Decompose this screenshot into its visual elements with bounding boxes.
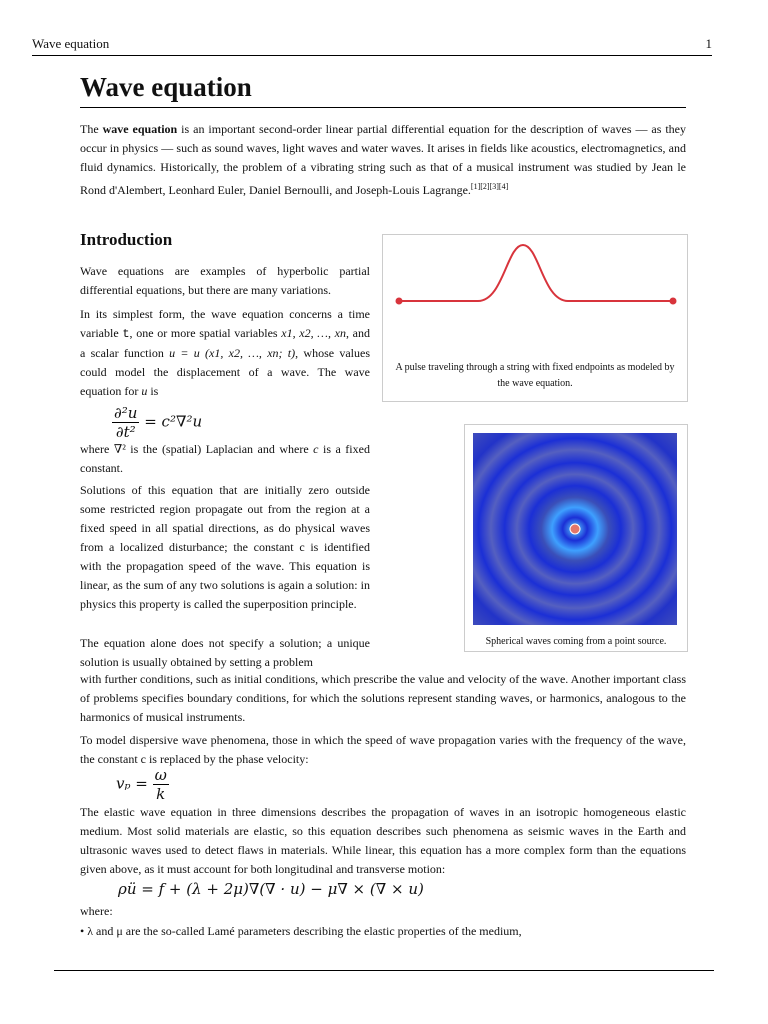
list-item: • λ and μ are the so-called Lamé parameters describing the elastic properties of the medium,	[80, 924, 522, 938]
endpoint-right	[670, 298, 677, 305]
page-title: Wave equation	[80, 72, 686, 108]
pulse-caption: A pulse traveling through a string with fixed endpoints as modeled by the wave equation.	[395, 362, 675, 389]
elastic-wave-equation: ρü = f + (λ + 2μ)∇(∇ · u) − μ∇ × (∇ × u)	[118, 880, 424, 898]
pulse-plot	[383, 235, 687, 355]
pulse-curve	[399, 245, 673, 301]
spherical-caption: Spherical waves coming from a point source.	[485, 636, 667, 647]
header-title: Wave equation	[32, 36, 110, 51]
section-heading-introduction: Introduction	[80, 230, 173, 249]
intro-paragraph-5a: The equation alone does not specify a solution; a unique solution is usually obtained by setting a problem	[80, 636, 370, 669]
wave-equation-1: $\frac{\text{∂²u}}{\text{∂t²}}$ = c²∇²u	[114, 404, 203, 441]
footer-rule	[54, 970, 714, 971]
where-label: where:	[80, 904, 113, 918]
intro-paragraph-4: Solutions of this equation that are initially zero outside some restricted region propagate out from the region at a fixed speed in all spatial directions, as do physical waves from a localized disturbance; the constant c is identified with the propagation speed of the wave. This equation is linear, as the sum of any two solutions is again a solution: in physics this property is called the superposition principle.	[80, 483, 370, 611]
spherical-wave-image	[465, 425, 687, 625]
references[interactable]: [1][2][3][4]	[470, 182, 509, 191]
figure-pulse	[382, 234, 688, 402]
intro-paragraph-5b: with further conditions, such as initial conditions, which prescribe the value and velocity of the wave. Another important class of problems specifies boundary conditions, for which the solutions represent standing waves, or harmonics, analogous to the harmonics of musical instruments.	[80, 672, 686, 724]
figure-spherical-waves	[464, 424, 688, 652]
intro-paragraph-1: Wave equations are examples of hyperbolic partial differential equations, but there are many variations.	[80, 264, 370, 297]
phase-velocity-equation: vₚ = $\frac{\omega}{k}$	[116, 766, 167, 803]
running-header	[32, 36, 712, 56]
intro-paragraph-6: To model dispersive wave phenomena, those in which the speed of wave propagation varies with the frequency of the wave, the constant c is replaced by the phase velocity:	[80, 733, 686, 766]
point-source	[570, 524, 580, 534]
lead-bold-term: wave equation	[102, 122, 178, 136]
intro-paragraph-7: The elastic wave equation in three dimensions describes the propagation of waves in an isotropic homogeneous elastic medium. Most solid materials are elastic, so this equation describes such phenomena as seismic waves in the Earth and ultrasonic waves used to detect flaws in materials. While linear, this equation has a more complex form than the equations given above, as it must account for both longitudinal and transverse motion:	[80, 805, 686, 876]
parameter-list	[80, 922, 686, 941]
endpoint-left	[396, 298, 403, 305]
intro-paragraph-2: In its simplest form, the wave equation concerns a time variable t, one or more spatial variables x1, x2, …, xn, and a scalar function u = u (x1, x2, …, xn; t), whose values could model the displacement of a wave. The wave equation for u is	[80, 307, 370, 398]
page-number: 1	[705, 36, 712, 51]
laplacian-paragraph: where ∇² is the (spatial) Laplacian and where c is a fixed constant.	[80, 442, 370, 475]
lead-paragraph: The wave equation is an important second-order linear partial differential equation for the description of waves — as they occur in physics — such as sound waves, light waves and water waves. It arises in fields like acoustics, electromagnetics, and fluid dynamics. Historically, the problem of a vibrating string such as that of a musical instrument was studied by Jean le Rond d'Alembert, Leonhard Euler, Daniel Bernoulli, and Joseph-Louis Lagrange.[1][2][3][4]	[80, 122, 686, 197]
